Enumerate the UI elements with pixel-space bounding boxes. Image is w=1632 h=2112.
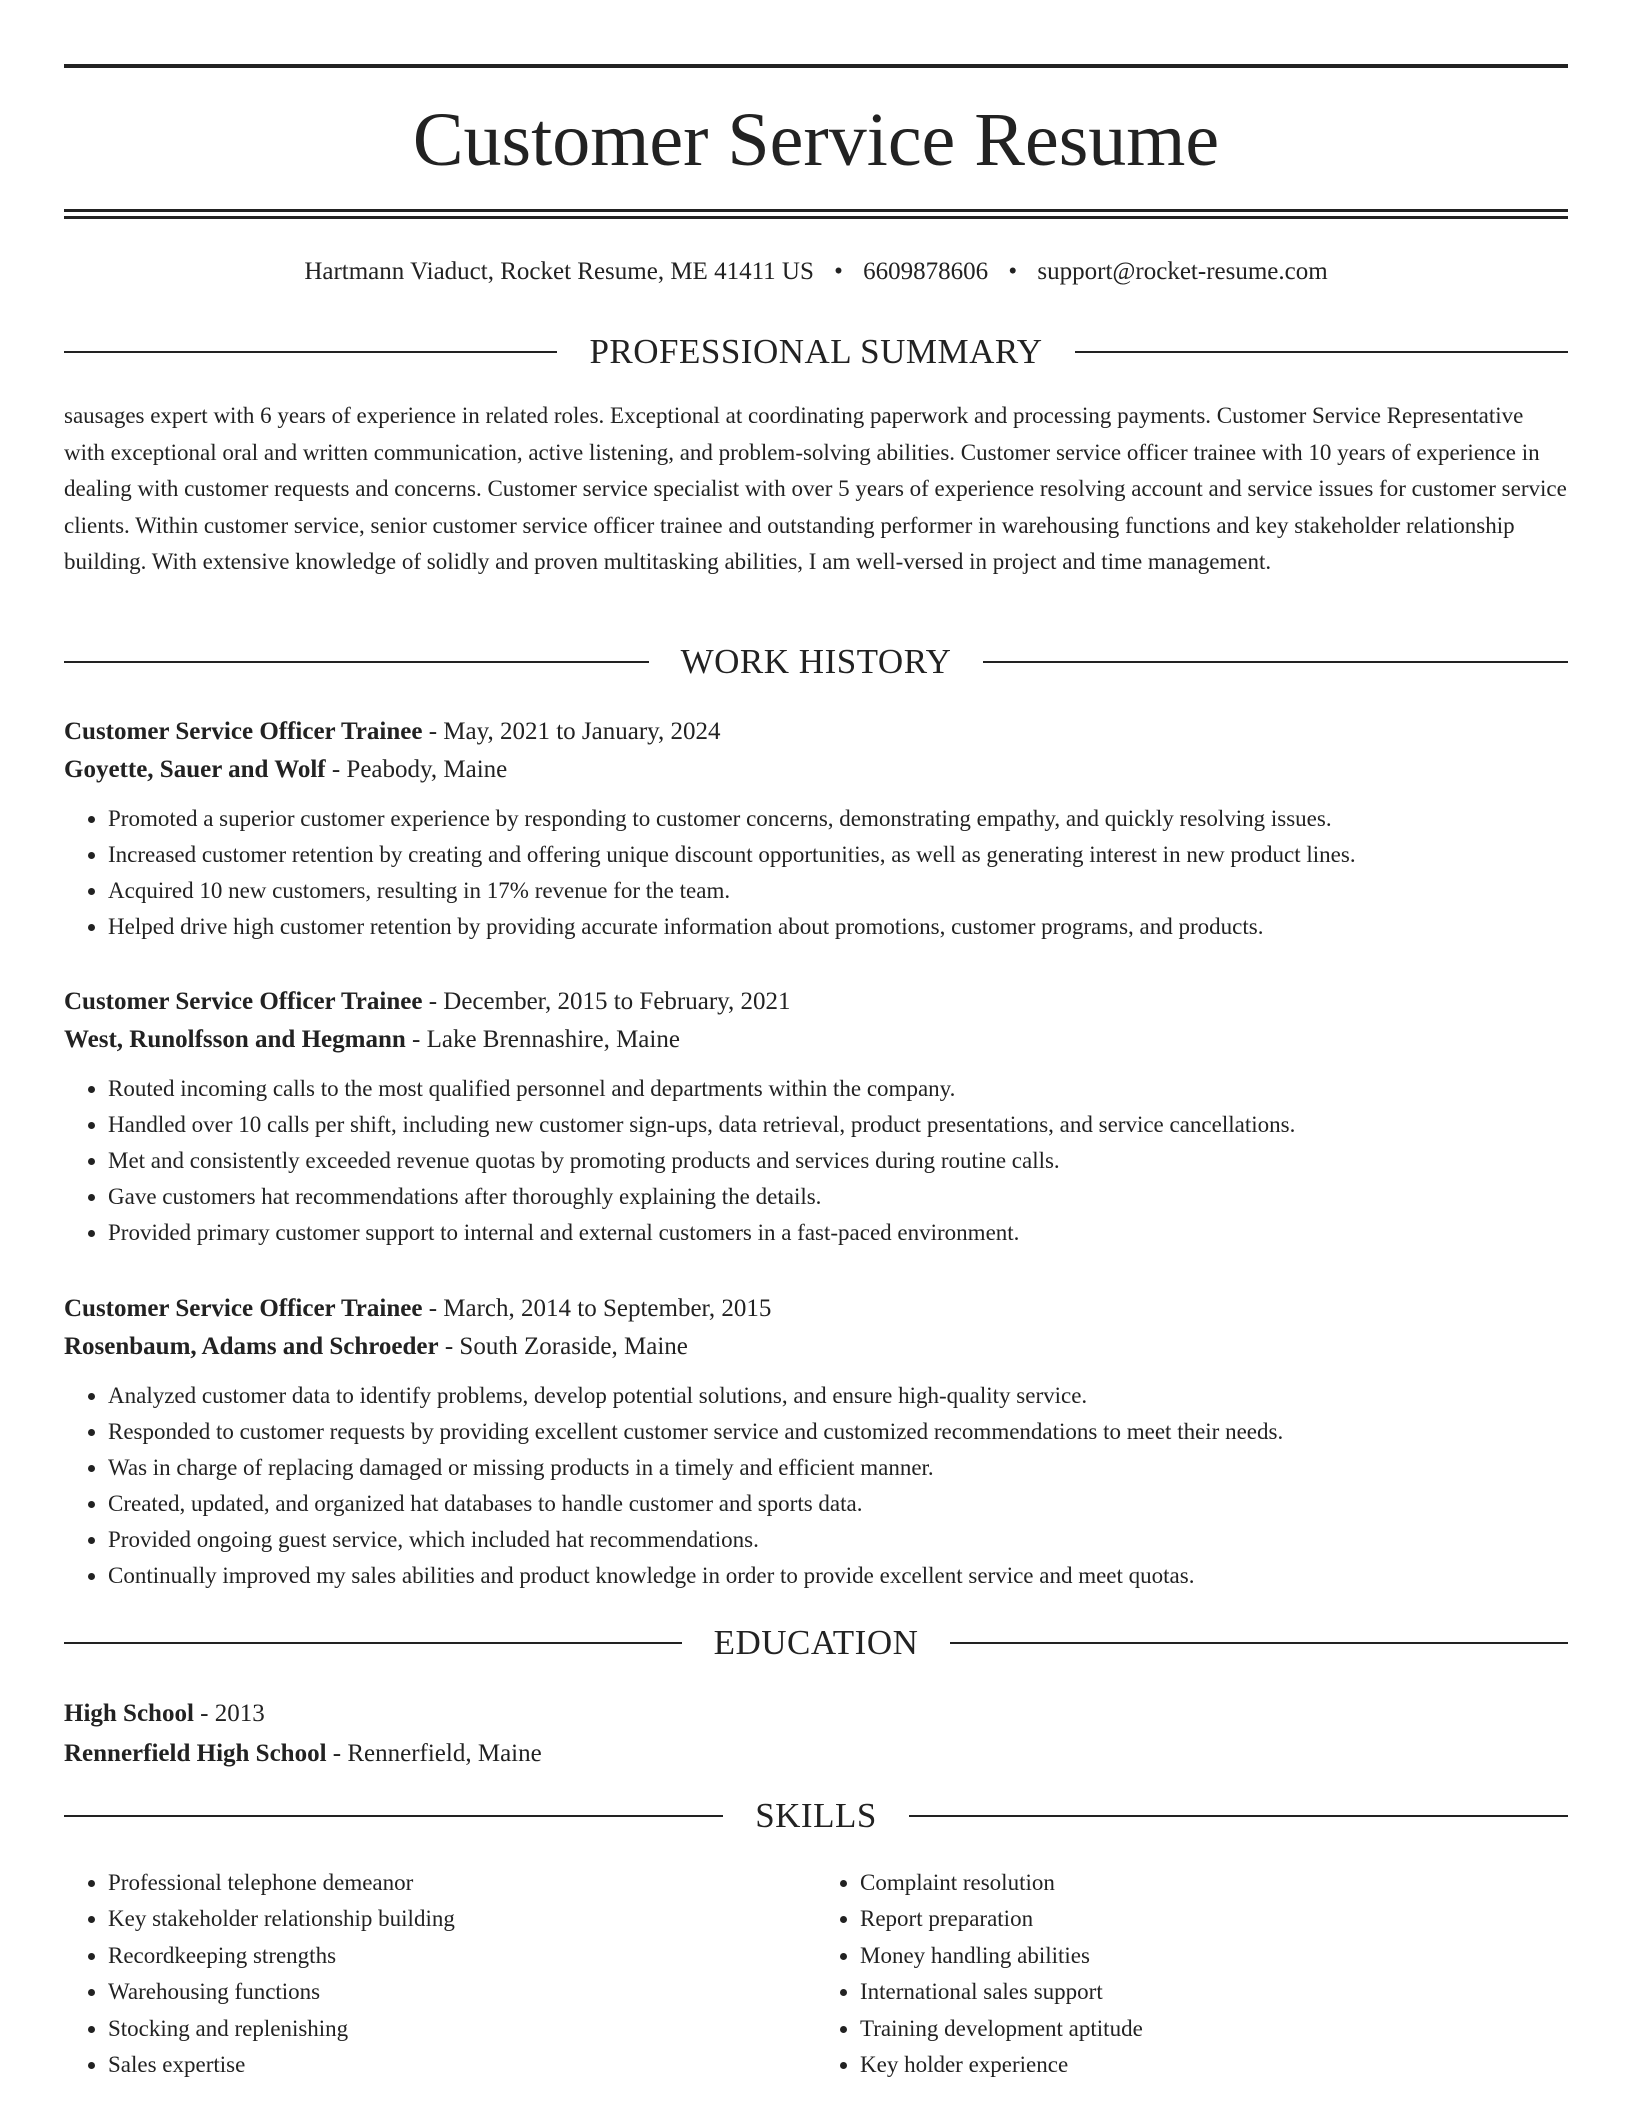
divider-line [64, 1815, 723, 1817]
job-bullet: • Routed incoming calls to the most qualified personnel and departments within the company. [108, 1071, 1568, 1107]
job-location: - South Zoraside, Maine [438, 1333, 688, 1360]
job-title-line [64, 1290, 1568, 1328]
contact-phone: 6609878606 [863, 258, 989, 285]
section-title: WORK HISTORY [680, 642, 952, 681]
education-degree-line [64, 1694, 1568, 1734]
job-bullet: • Acquired 10 new customers, resulting in 17% revenue for the team. [108, 873, 1568, 909]
job-bullet: • Provided primary customer support to internal and external customers in a fast-paced environment. [108, 1215, 1568, 1251]
divider-line [909, 1815, 1568, 1817]
job-bullets [64, 1378, 1568, 1594]
divider-line [64, 661, 649, 663]
divider-line [64, 1642, 682, 1644]
professional-summary: sausages expert with 6 years of experience in related roles. Exceptional at coordinating paperwork and processing payments. Customer Service Representative with exceptional oral and written communication, active listening, and problem-solving abilities. Customer service officer trainee with 10 years of experience in dealing with customer requests and concerns. Customer service specialist with over 5 years of experience resolving account and service issues for customer service clients. Within customer service, senior customer service officer trainee and outstanding performer in warehousing functions and key stakeholder relationship building. With extensive knowledge of solidly and proven multitasking abilities, I am well-versed in project and time management. [64, 403, 1567, 575]
job-bullet: • Responded to customer requests by providing excellent customer service and customized recommendations to meet their needs. [108, 1414, 1568, 1450]
job-company: Goyette, Sauer and Wolf [64, 756, 326, 783]
section-header-summary [64, 330, 1568, 374]
job-title: Customer Service Officer Trainee [64, 988, 423, 1015]
job-bullet: • Created, updated, and organized hat databases to handle customer and sports data. [108, 1486, 1568, 1522]
skills-column-left [64, 1865, 816, 2083]
job-bullet: • Met and consistently exceeded revenue quotas by promoting products and services during routine calls. [108, 1143, 1568, 1179]
job-dates: - May, 2021 to January, 2024 [422, 718, 721, 745]
job-title-line [64, 713, 1568, 751]
job-bullet: • Helped drive high customer retention by providing accurate information about promotions, customer programs, and products. [108, 909, 1568, 945]
section-title: SKILLS [755, 1796, 877, 1835]
job-bullet: • Provided ongoing guest service, which included hat recommendations. [108, 1522, 1568, 1558]
job-bullet: • Gave customers hat recommendations after thoroughly explaining the details. [108, 1179, 1568, 1215]
job-bullet: • Increased customer retention by creating and offering unique discount opportunities, as well as generating interest in new product lines. [108, 837, 1568, 873]
education-degree: High School [64, 1700, 194, 1727]
skill-item: • Professional telephone demeanor [108, 1865, 816, 1901]
contact-email: support@rocket-resume.com [1037, 258, 1328, 285]
section-header-work [64, 640, 1568, 684]
job-entry [64, 983, 1568, 1251]
job-company: Rosenbaum, Adams and Schroeder [64, 1333, 439, 1360]
skill-item: • Warehousing functions [108, 1974, 816, 2010]
title-rule-upper [64, 209, 1568, 212]
top-rule [64, 64, 1568, 68]
divider-line [1075, 351, 1568, 353]
job-bullets [64, 801, 1568, 945]
job-title: Customer Service Officer Trainee [64, 718, 423, 745]
education-school: Rennerfield High School [64, 1740, 327, 1767]
skill-item: • Key stakeholder relationship building [108, 1901, 816, 1937]
job-entry [64, 1290, 1568, 1594]
skill-item: • Stocking and replenishing [108, 2011, 816, 2047]
job-bullet: • Was in charge of replacing damaged or missing products in a timely and efficient manner. [108, 1450, 1568, 1486]
section-header-education [64, 1621, 1568, 1665]
job-bullet: • Continually improved my sales abilities and product knowledge in order to provide excellent service and meet quotas. [108, 1558, 1568, 1594]
section-title: PROFESSIONAL SUMMARY [589, 332, 1043, 371]
job-company-line [64, 751, 1568, 789]
skill-item: • Report preparation [860, 1901, 1568, 1937]
skills-list [64, 1865, 1568, 2083]
job-bullet: • Handled over 10 calls per shift, including new customer sign-ups, data retrieval, product presentations, and service cancellations. [108, 1107, 1568, 1143]
section-title: EDUCATION [713, 1623, 919, 1662]
contact-address: Hartmann Viaduct, Rocket Resume, ME 41411 US [304, 258, 814, 285]
skill-item: • Training development aptitude [860, 2011, 1568, 2047]
job-entry [64, 713, 1568, 945]
education-year: - 2013 [193, 1700, 265, 1727]
contact-separator: • [834, 258, 843, 285]
skill-item: • Key holder experience [860, 2047, 1568, 2083]
job-title: Customer Service Officer Trainee [64, 1295, 423, 1322]
divider-line [983, 661, 1568, 663]
contact-line [64, 254, 1568, 290]
skill-item: • Money handling abilities [860, 1938, 1568, 1974]
job-bullets [64, 1071, 1568, 1251]
job-company-line [64, 1021, 1568, 1059]
job-company-line [64, 1328, 1568, 1366]
education-location: - Rennerfield, Maine [326, 1740, 542, 1767]
skill-item: • Recordkeeping strengths [108, 1938, 816, 1974]
skills-column-right [816, 1865, 1568, 2083]
job-title-line [64, 983, 1568, 1021]
skill-item: • International sales support [860, 1974, 1568, 2010]
job-location: - Peabody, Maine [325, 756, 508, 783]
education-entry [64, 1694, 1568, 1774]
job-company: West, Runolfsson and Hegmann [64, 1026, 406, 1053]
job-location: - Lake Brennashire, Maine [405, 1026, 680, 1053]
section-header-skills [64, 1794, 1568, 1838]
skill-item: • Sales expertise [108, 2047, 816, 2083]
title-rule-lower [64, 216, 1568, 219]
skill-item: • Complaint resolution [860, 1865, 1568, 1901]
job-dates: - March, 2014 to September, 2015 [422, 1295, 772, 1322]
divider-line [64, 351, 557, 353]
job-dates: - December, 2015 to February, 2021 [422, 988, 791, 1015]
resume-title: Customer Service Resume [412, 98, 1220, 182]
education-school-line [64, 1734, 1568, 1774]
divider-line [950, 1642, 1568, 1644]
job-bullet: • Promoted a superior customer experience by responding to customer concerns, demonstrating empathy, and quickly resolving issues. [108, 801, 1568, 837]
job-bullet: • Analyzed customer data to identify problems, develop potential solutions, and ensure high-quality service. [108, 1378, 1568, 1414]
contact-separator: • [1008, 258, 1018, 285]
